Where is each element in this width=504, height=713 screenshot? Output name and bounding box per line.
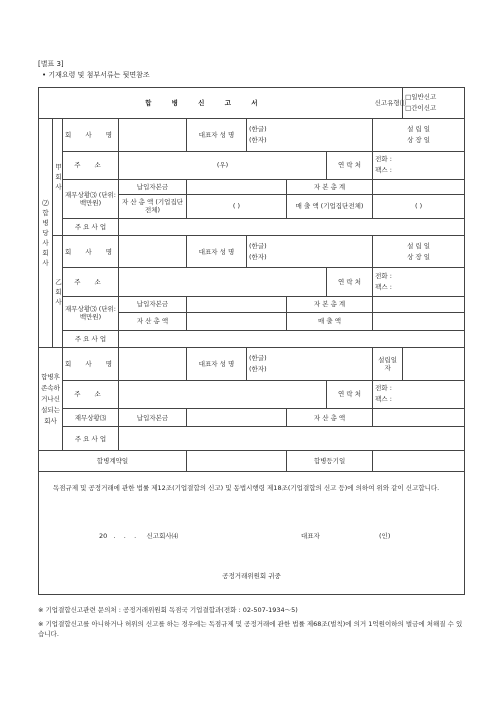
- declaration-block: [39, 471, 465, 594]
- company-a-name-field[interactable]: [119, 119, 187, 151]
- seal-mark[interactable]: (인): [379, 531, 391, 540]
- registration-date-field[interactable]: [373, 451, 465, 472]
- company-a-finance-label: 재무상황⑶ (단위:백만원): [63, 179, 119, 218]
- company-b-name-label: 회 사 명: [63, 236, 119, 268]
- surviving-rep-label: 대표자 성 명: [187, 348, 247, 380]
- merger-report-form: [38, 87, 465, 595]
- surviving-contact-label: 연 락 처: [327, 380, 373, 408]
- surviving-address-field[interactable]: [119, 380, 327, 408]
- company-a-name-label: 회 사 명: [63, 119, 119, 151]
- declaration-statement: 독점규제 및 공정거래에 관한 법률 제12조(기업결합의 신고) 및 동법시행령 제18조(기업결합의 신고 등)에 의하여 위와 같이 신고합니다.: [53, 483, 440, 492]
- company-a-contact-field[interactable]: 전화 : 팩스 :: [373, 151, 465, 179]
- inquiry-note: ※ 기업결합신고관련 문의처 : 공정거래위원회 독점국 기업결합과(전화 : 02-507-1934～5): [38, 606, 298, 614]
- report-type-label: 신고유형⑴: [373, 88, 403, 119]
- instruction-note: • 기재요령 및 첨부서류는 뒷면참조: [42, 71, 150, 79]
- registration-date-label: 합병등기일: [287, 451, 373, 472]
- recipient-line: 공정거래위원회 귀중: [222, 571, 281, 580]
- company-b-dates[interactable]: 설 립 일 상 장 일: [373, 236, 465, 268]
- company-b-total-capital-label: 자 본 총 계: [287, 296, 373, 312]
- company-a-sales-field[interactable]: ( ): [373, 194, 465, 218]
- surviving-company-label: 합병후존속하거나신설되는회사: [39, 348, 63, 451]
- company-b-finance-label: 재무상황⑶ (단위:백만원): [63, 296, 119, 331]
- company-a-address-field[interactable]: (우): [119, 151, 327, 179]
- company-b-capital-field[interactable]: [187, 296, 287, 312]
- general-report-checkbox[interactable]: □일반신고: [405, 93, 437, 102]
- surviving-established-label: 설립일자: [373, 348, 403, 380]
- surviving-name-field[interactable]: [119, 348, 187, 380]
- company-b-sales-field[interactable]: [373, 312, 465, 330]
- company-a-rep-field[interactable]: (한글) (한자): [247, 119, 373, 151]
- company-a-total-capital-field[interactable]: [373, 179, 465, 194]
- surviving-business-label: 주 요 사 업: [63, 427, 119, 451]
- report-type-options[interactable]: [403, 88, 465, 119]
- company-b-contact-field[interactable]: 전화 : 팩스 :: [373, 268, 465, 296]
- surviving-rep-field[interactable]: (한글) (한자): [247, 348, 373, 380]
- company-b-assets-label: 자 산 총 액: [119, 312, 187, 330]
- company-a-business-field[interactable]: [119, 218, 465, 235]
- declaration-date-line[interactable]: 20 . . . 신고회사⑷: [99, 531, 179, 540]
- form-title: 합 병 신 고 서: [39, 88, 373, 119]
- simple-report-checkbox[interactable]: □간이신고: [405, 104, 437, 113]
- surviving-contact-field[interactable]: 전화 : 팩스 :: [373, 380, 465, 408]
- company-a-assets-field[interactable]: ( ): [187, 194, 287, 218]
- company-a-label: 甲회사: [53, 119, 63, 236]
- company-b-capital-label: 납입자본금: [119, 296, 187, 312]
- company-b-rep-label: 대표자 성 명: [187, 236, 247, 268]
- surviving-established-field[interactable]: [403, 348, 465, 380]
- appendix-label: [별표 3]: [38, 60, 64, 68]
- declaration-rep-label: 대표자: [301, 531, 320, 540]
- company-b-label: 乙회사: [53, 236, 63, 348]
- surviving-address-label: 주 소: [63, 380, 119, 408]
- company-b-sales-label: 매 출 액: [287, 312, 373, 330]
- company-a-assets-label: 자 산 총 액 (기업집단전체): [119, 194, 187, 218]
- contract-date-label: 합병계약일: [39, 451, 187, 472]
- contract-date-field[interactable]: [187, 451, 287, 472]
- company-b-address-label: 주 소: [63, 268, 119, 296]
- company-b-business-field[interactable]: [119, 331, 465, 348]
- surviving-business-field[interactable]: [119, 427, 465, 451]
- company-a-total-capital-label: 자 본 총 계: [287, 179, 373, 194]
- company-b-contact-label: 연 락 처: [327, 268, 373, 296]
- company-b-business-label: 주 요 사 업: [63, 331, 119, 348]
- company-a-contact-label: 연 락 처: [327, 151, 373, 179]
- company-b-total-capital-field[interactable]: [373, 296, 465, 312]
- surviving-name-label: 회 사 명: [63, 348, 119, 380]
- surviving-capital-field[interactable]: [187, 408, 287, 426]
- company-b-name-field[interactable]: [119, 236, 187, 268]
- company-a-address-label: 주 소: [63, 151, 119, 179]
- company-a-capital-label: 납입자본금: [119, 179, 187, 194]
- surviving-capital-label: 납입자본금: [119, 408, 187, 426]
- company-a-dates[interactable]: 설 립 일 상 장 일: [373, 119, 465, 151]
- surviving-assets-label: 자 산 총 액: [287, 408, 373, 426]
- company-b-assets-field[interactable]: [187, 312, 287, 330]
- company-a-rep-label: 대표자 성 명: [187, 119, 247, 151]
- merging-companies-label: ⑵합병당사회사: [39, 119, 53, 348]
- company-b-rep-field[interactable]: (한글) (한자): [247, 236, 373, 268]
- penalty-note: ※ 기업결합신고를 아니하거나 허위의 신고를 하는 경우에는 독점규제 및 공정거래에 관한 법률 제68조(벌칙)에 의거 1억원이하의 벌금에 처해질 수 있습니다.: [38, 620, 463, 638]
- company-a-capital-field[interactable]: [187, 179, 287, 194]
- company-b-address-field[interactable]: [119, 268, 327, 296]
- surviving-assets-field[interactable]: [373, 408, 465, 426]
- surviving-finance-label: 재무상황⑶: [63, 408, 119, 426]
- company-a-sales-label: 매 출 액 (기업집단전체): [287, 194, 373, 218]
- company-a-business-label: 주 요 사 업: [63, 218, 119, 235]
